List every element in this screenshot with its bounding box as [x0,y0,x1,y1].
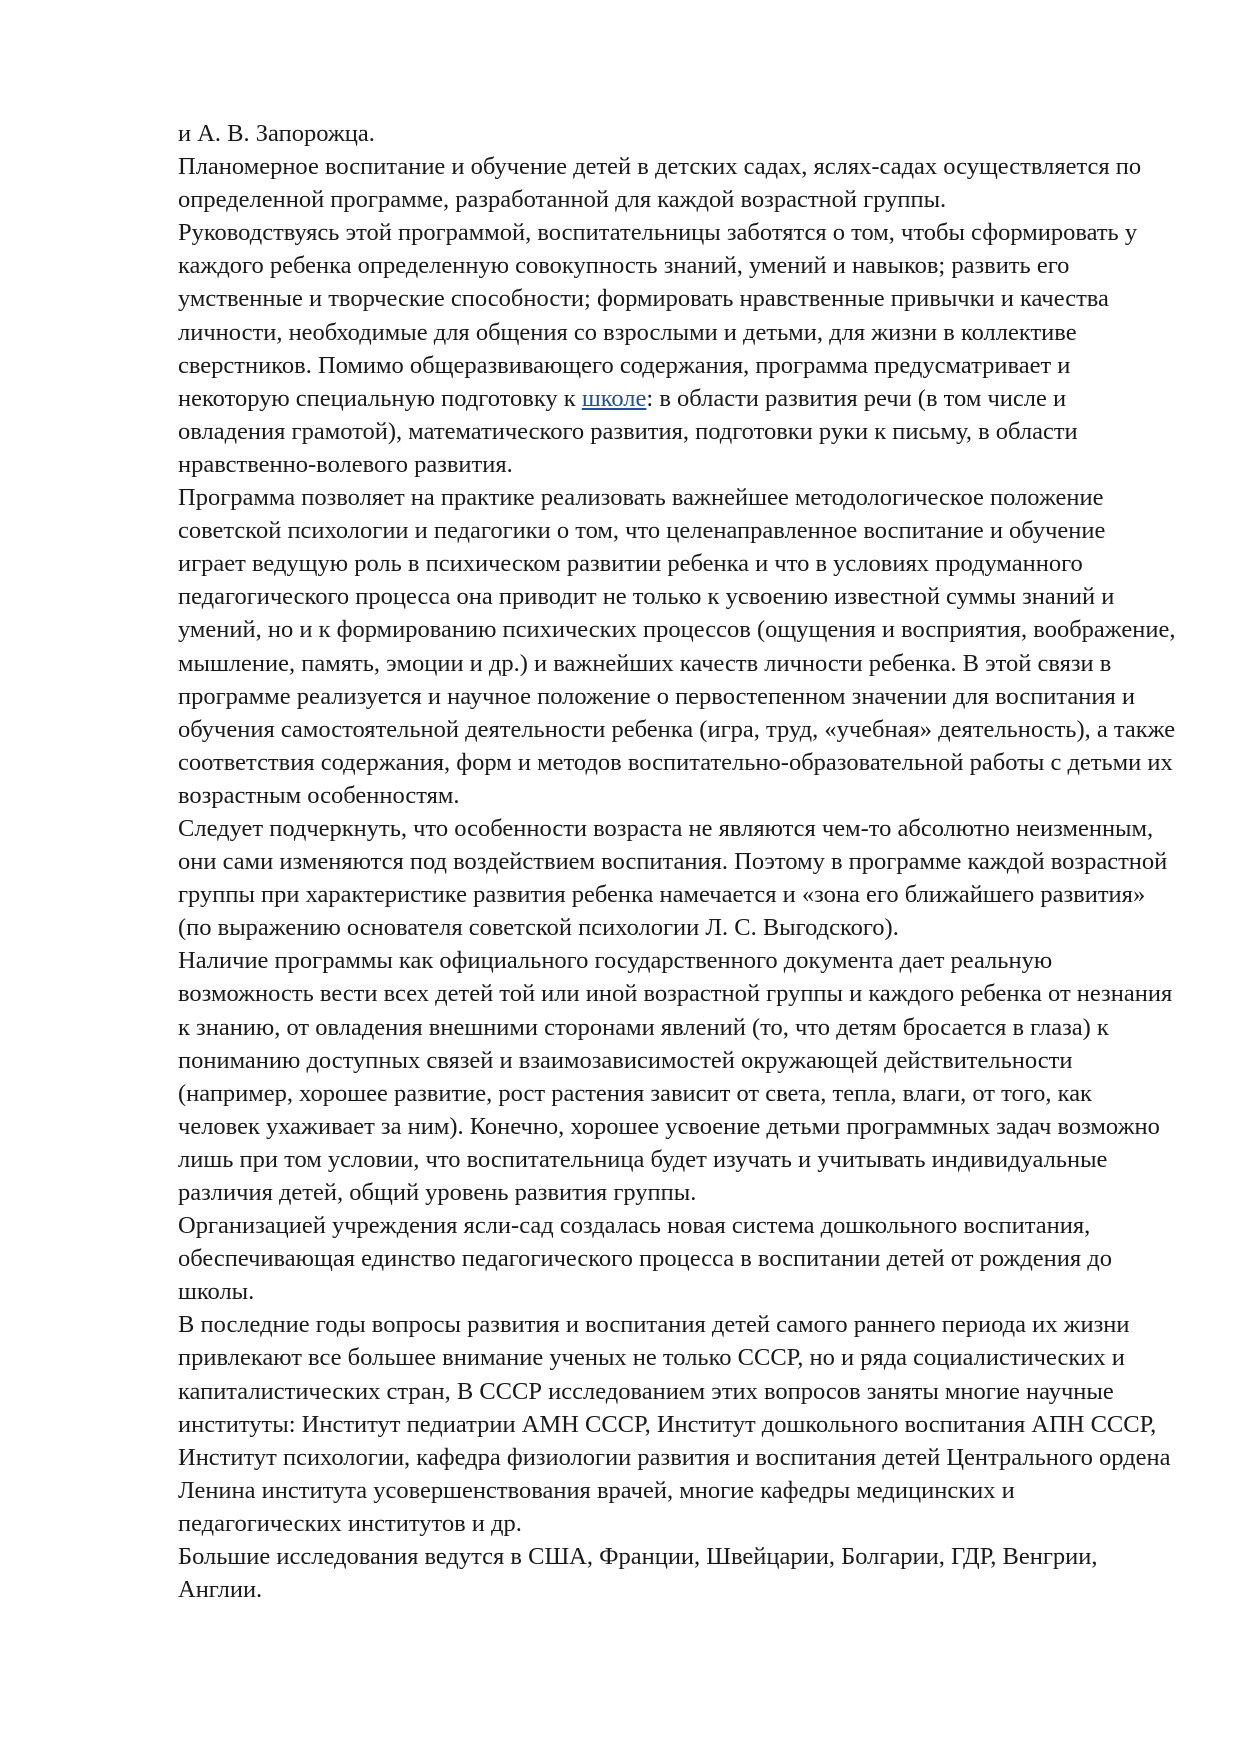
paragraph-7: Организацией учреждения ясли-сад создалась новая система дошкольного воспитания, обеспечивающая единство педагогического процесса в воспитании детей от рождения до школы. [178,1212,1113,1306]
document-body [178,117,1178,1606]
school-link[interactable]: школе [581,384,647,412]
paragraph-5: Следует подчеркнуть, что особенности возраста не являются чем-то абсолютно неизменным, они сами изменяются под воздействием воспитания. Поэтому в программе каждой возрастной группы при характеристике развития ребенка намечается и «зона его ближайшего развития» (по выражению основателя советской психологии Л. С. Выгодского). [178,814,1168,942]
paragraph-4: Программа позволяет на практике реализовать важнейшее методологическое положение советской психологии и педагогики о том, что целенаправленное воспитание и обучение играет ведущую роль в психическом развитии ребенка и что в условиях продуманного педагогического процесса она приводит не только к усвоению известной суммы знаний и умений, но и к формированию психических процессов (ощущения и восприятия, воображение, мышление, память, эмоции и др.) и важнейших качеств личности ребенка. В этой связи в программе реализуется и научное положение о первостепенном значении для воспитания и обучения самостоятельной деятельности ребенка (игра, труд, «учебная» деятельность), а также соответствия содержания, форм и методов воспитательно-образовательной работы с детьми их возрастным особенностям. [178,484,1176,809]
paragraph-8: В последние годы вопросы развития и воспитания детей самого раннего периода их жизни привлекают все большее внимание ученых не только СССР, но и ряда социалистических и капиталистических стран, В СССР исследованием этих вопросов заняты многие научные институты: Институт педиатрии АМН СССР, Институт дошкольного воспитания АПН СССР, Институт психологии, кафедра физиологии развития и воспитания детей Центрального ордена Ленина института усовершенствования врачей, многие кафедры медицинских и педагогических институтов и др. [178,1311,1171,1537]
paragraph-3 [178,216,1178,481]
paragraph-9: Большие исследования ведутся в США, Франции, Швейцарии, Болгарии, ГДР, Венгрии, Англии. [178,1543,1098,1604]
paragraph-3-text-before-link: Руководствуясь этой программой, воспитательницы заботятся о том, чтобы сформировать у каждого ребенка определенную совокупность знаний, умений и навыков; развить его умственные и творческие способности; формировать нравственные привычки и качества личности, необходимые для общения со взрослыми и детьми, для жизни в коллективе сверстников. Помимо общеразвивающего содержания, программа предусматривает и некоторую специальную подготовку к [178,219,1138,412]
paragraph-1: и А. В. Запорожца. [178,120,375,147]
paragraph-3-text-after-link: : в области развития речи (в том числе и овладения грамотой), математического развития, подготовки руки к письму, в области нравственно-волевого развития. [178,384,1078,478]
paragraph-6: Наличие программы как официального государственного документа дает реальную возможность вести всех детей той или иной возрастной группы и каждого ребенка от незнания к знанию, от овладения внешними сторонами явлений (то, что детям бросается в глаза) к пониманию доступных связей и взаимозависимостей окружающей действительности (например, хорошее развитие, рост растения зависит от света, тепла, влаги, от того, как человек ухаживает за ним). Конечно, хорошее усвоение детьми программных задач возможно лишь при том условии, что воспитательница будет изучать и учитывать индивидуальные различия детей, общий уровень развития группы. [178,947,1173,1206]
paragraph-2: Планомерное воспитание и обучение детей в детских садах, яслях-садах осуществляется по определенной программе, разработанной для каждой возрастной группы. [178,153,1142,214]
